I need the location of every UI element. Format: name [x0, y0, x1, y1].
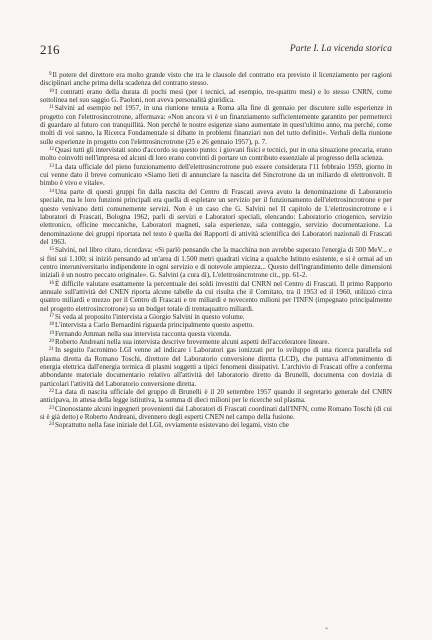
- footnote-number: 12: [49, 147, 54, 153]
- footnote: [40, 388, 392, 405]
- footnote-text: Roberto Andreani nella sua intervista descrive brevemente alcuni aspetti dell'acceleratore lineare.: [55, 338, 330, 346]
- footnote-text: I contratti erano della durata di pochi mesi (per i tecnici, ad esempio, tre-quattro mesi) e lo stesso CNRN, come sottolinea nel suo saggio G. Paoloni, non aveva personalità giuridica.: [40, 87, 392, 105]
- footnote: [40, 346, 392, 388]
- footnote-text: Fernando Amman nella sua intervista racconta questa vicenda.: [55, 329, 232, 338]
- footnote-text: Salvini, nel libro citato, ricordava: «Si parlò pensando che la macchina non avrebbe superato l'energia di 500 MeV... e si finì sui 1.100; si iniziò pensando ad un'area di 1.500 metri quadrati vicina a qualche Istituto esistente, e si è ormai ad un centro interuniversitario indipendente in ogni servizio e di notevole ampiezza... Questo dell'ingrandimento delle dimensioni iniziali è un nostro peccato originale». G. Salvini (a cura di), L'elettrosincrotrone cit., pp. 61-2.: [40, 246, 392, 280]
- footnote-number: 21: [49, 347, 54, 353]
- footnote-number: 11: [49, 105, 54, 111]
- footnote-text: In seguito l'acronimo LGI venne ad indicare i Laboratori gas ionizzati per lo sviluppo di una ricerca parallela sul plasma diretta da Romano Toschi, direttore del Laboratorio conversione diretta (LCD), che puntava all'ottenimento di energia elettrica dall'energia termica di plasmi soggetti a tipici fenomeni dissipativi. L'archivio di Frascati offre a conferma abbondante materiale documentario relativo all'attività del laboratorio diretto da Brunelli, documenta con dovizia di particolari l'attività del Laboratorio conversione diretta.: [40, 346, 392, 388]
- running-head: Parte I. La vicenda storica: [289, 44, 392, 54]
- footnote-text: La data ufficiale del pieno funzionamento dell'elettrosincrotrone può essere considerata l'11 febbraio 1959, giorno in cui venne dato il breve comunicato «Siamo lieti di annunciare la nascita del Sincrotrone da un miliardo di elettronvolt. Il bimbo è vivo e vitale».: [40, 162, 392, 188]
- footnote: [40, 330, 392, 338]
- footnote-number: 17: [49, 313, 54, 319]
- footnote-number: 14: [49, 188, 54, 194]
- footnote-number: 19: [49, 330, 54, 336]
- footnote: [40, 88, 392, 105]
- footnotes: [40, 71, 392, 430]
- footnote-text: Una parte di questi gruppi fin dalla nascita del Centro di Frascati aveva avuto la denominazione di Laboratorio speciale, ma le loro funzioni principali era quella di espletare un servizio per il funzionamento dell'elettrosincrotrone e per questo venivano detti comunemente servizi. Non è un caso che G. Salvini nel II capitolo de L'elettrosincrotrone e i laboratori di Frascati, Bologna 1962, parli di servizi e Laboratori speciali, elencando: Laboratorio criogenico, servizio elettronico, officine meccaniche, Laboratori magneti, sala esperienze, sala conteggio, servizio documentazione. La denominazione dei gruppi riportata nel testo è quella dei Rapporti di attività scientifica dei Laboratori nazionali di Frascati del 1963.: [40, 187, 392, 246]
- footnote: [40, 405, 392, 422]
- footnote-number: 24: [49, 422, 54, 428]
- footnote: [40, 188, 392, 246]
- footer-mark: *: [325, 626, 329, 634]
- footnote-number: 10: [49, 88, 54, 94]
- footnote-text: È difficile valutare esattamente la percentuale dei soldi investiti dal CNRN nel Centro di Frascati. Il primo Rapporto annuale sull'attività del CNEN riporta alcune tabelle da cui risulta che il Comitato, tra il 1953 ed il 1960, utilizzò circa quattro miliardi e mezzo per il Centro di Frascati e tre miliardi e novecento milioni per l'INFN (impegnato principalmente nel progetto elettrosincrotrone) su un budget totale di trentaquattro miliardi.: [40, 279, 392, 313]
- footnote-number: 15: [49, 247, 54, 253]
- footnote-number: 22: [49, 389, 54, 395]
- footnote-number: 13: [49, 163, 54, 169]
- footnote-text: Quasi tutti gli intervistati sono d'accordo su questo punto: i giovani fisici e tecnici, pur in una situazione precaria, erano molto coinvolti nell'impresa ed alcuni di loro erano convinti di portare un contributo essenziale al progresso della scienza.: [40, 146, 392, 163]
- footnote-number: 20: [49, 339, 54, 344]
- footnote: [40, 338, 392, 346]
- footnote: [40, 146, 392, 163]
- footnote-number: 23: [49, 405, 54, 411]
- footnote: [40, 246, 392, 279]
- page-header: [40, 42, 392, 58]
- footnote: [40, 313, 392, 321]
- footnote: [40, 421, 392, 429]
- footnote: [40, 280, 392, 313]
- footnote-text: La data di nascita ufficiale del gruppo di Brunelli è il 20 settembre 1957 quando il segretario generale del CNRN anticipava, in attesa della legge istitutiva, la somma di dieci milioni per le ricerche sul plasma.: [40, 388, 392, 405]
- footnote-text: Cinonostante alcuni ingegneri provenienti dai Laboratori di Frascati coordinati dall'INFN, come Romano Toschi (di cui si è già detto) e Roberto Andreani, divennero degli esperti CNEN nel campo della fusione.: [40, 404, 392, 422]
- footnote-number: 16: [49, 280, 54, 286]
- footnote: [40, 321, 392, 329]
- footnote-text: Salvini ad esempio nel 1957, in una riunione tenuta a Roma alla fine di gennaio per discutere sulle esperienze in progetto con l'elettrosincrotrone, affermava: «Non ancora vi è un finanziamento sufficientemente garantito per permetterci di guardare al futuro con tranquillità. Non perché le nostre esigenze siano aumentate in quest'ultimo anno, ma perché, come molti di voi sanno, la Ricerca Fondamentale si dibatte in problemi finanziari non del tutto definiti». Verbali della riunione sulle esperienze in progetto con l'elettrosincrotrone (25 e 26 gennaio 1957), p. 7.: [40, 104, 392, 146]
- footnote-number: 9: [49, 72, 52, 77]
- footnote-text: Soprattutto nella fase iniziale del LGI, ovviamente esistevano dei legami, visto che: [55, 421, 289, 430]
- footnote-text: Si veda al proposito l'intervista a Giorgio Salvini in questo volume.: [55, 312, 245, 321]
- footnote-text: Il potere del direttore era molto grande visto che tra le clausole del contratto era previsto il licenziamento per ragioni disciplinari anche prima della scadenza del contratto stesso.: [40, 71, 392, 88]
- footnote: [40, 163, 392, 188]
- footnote: [40, 104, 392, 146]
- footnote: [40, 71, 392, 88]
- page-number: 216: [40, 42, 60, 57]
- footnote-number: 18: [49, 322, 54, 328]
- footnote-text: L'intervista a Carlo Bernardini riguarda principalmente questo aspetto.: [55, 321, 254, 330]
